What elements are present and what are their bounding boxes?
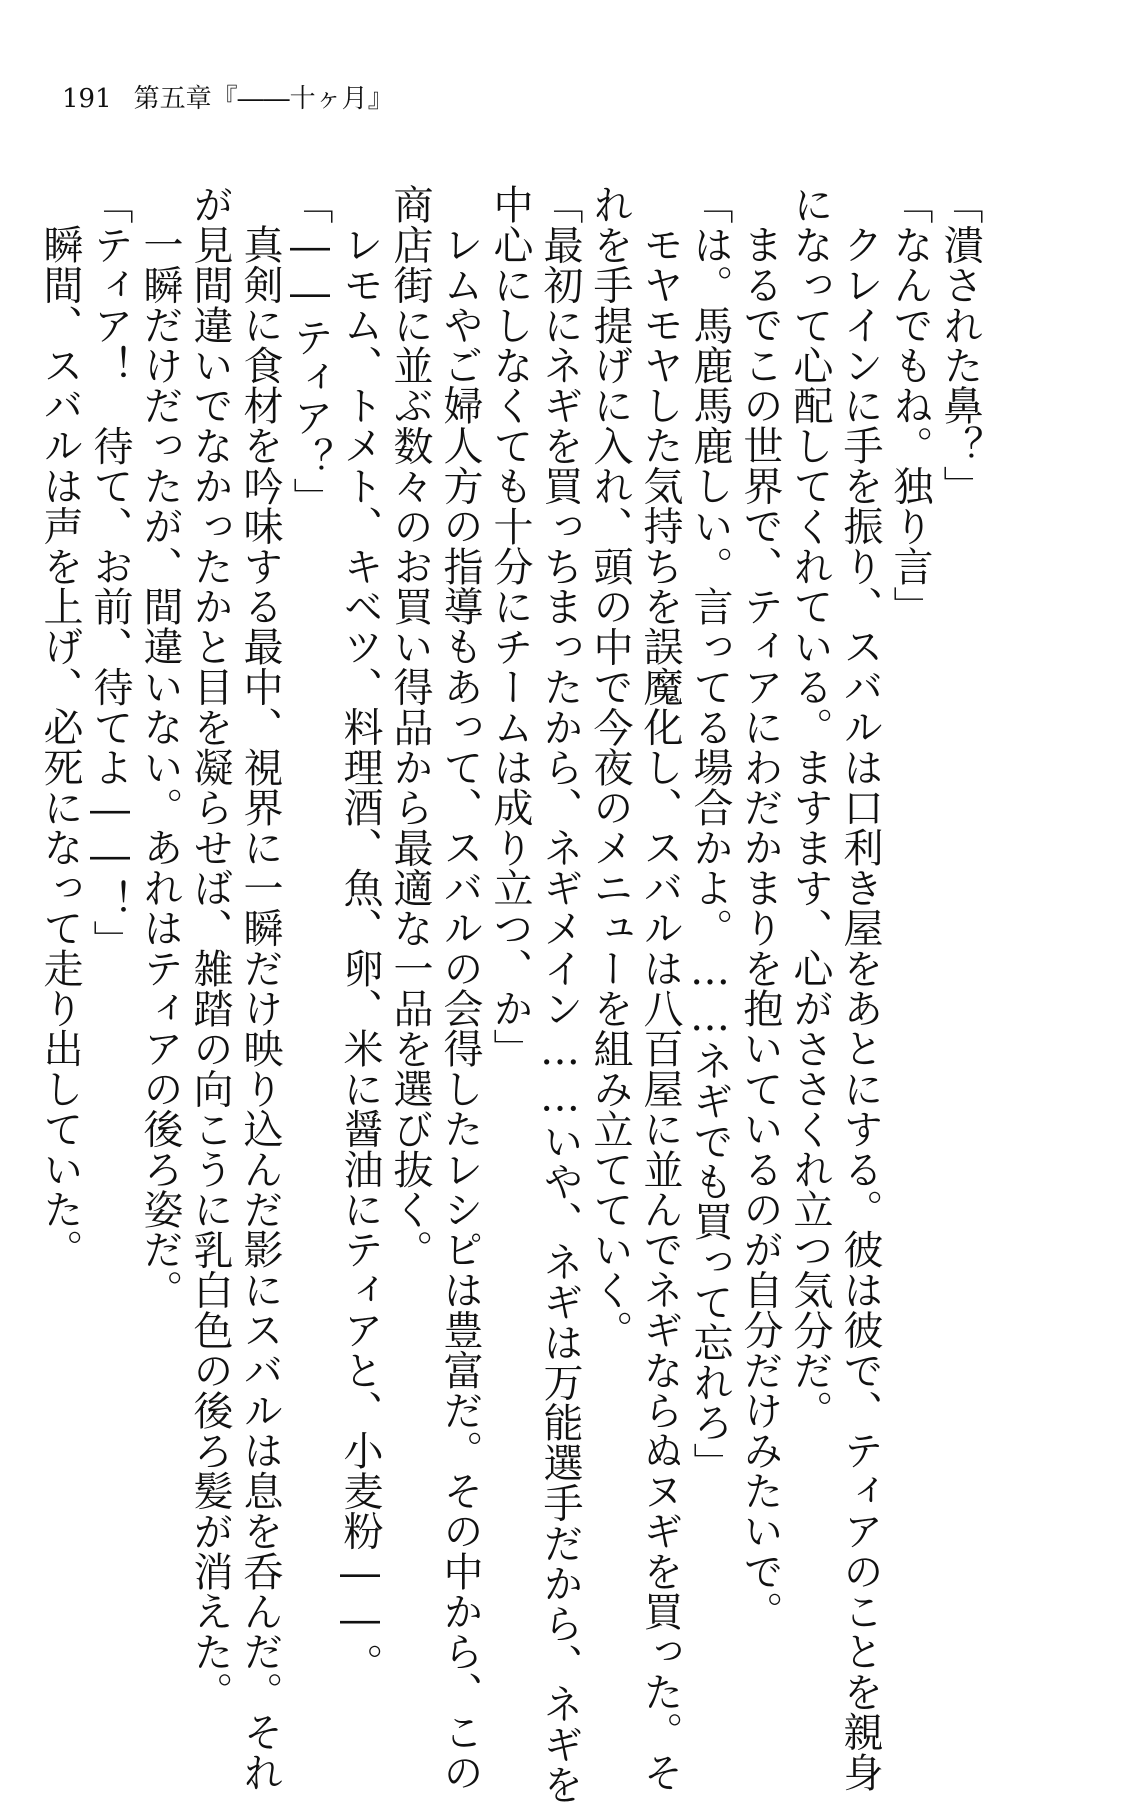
- text-line: モヤモヤした気持ちを誤魔化し、スバルは八百屋に並んでネギならぬヌギを買った。そ: [637, 224, 683, 1792]
- page-number: 191: [62, 84, 112, 114]
- chapter-title: 『――十ヶ月』: [211, 84, 394, 114]
- chapter-number: 第五章: [133, 84, 212, 114]
- text-line: 「潰された鼻？」: [937, 184, 983, 506]
- chapter-label: [134, 78, 394, 115]
- text-line: が見間違いでなかったかと目を凝らせば、雑踏の向こうに乳白色の後ろ髪が消えた。: [187, 184, 233, 1712]
- text-line: 中心にしなくても十分にチームは成り立つ、か」: [487, 184, 533, 1069]
- text-line: 「は。馬鹿馬鹿しい。言ってる場合かよ。……ネギでも買って忘れろ」: [687, 184, 733, 1483]
- body-text: [35, 184, 985, 1804]
- text-line: 瞬間、スバルは声を上げ、必死になって走り出していた。: [37, 224, 83, 1270]
- running-header: [62, 78, 394, 115]
- text-line: レムやご婦人方の指導もあって、スバルの会得したレシピは豊富だ。その中から、この: [437, 224, 483, 1792]
- text-line: になって心配してくれている。ますます、心がささくれ立つ気分だ。: [787, 184, 833, 1431]
- text-line: れを手提げに入れ、頭の中で今夜のメニューを組み立てていく。: [587, 184, 633, 1350]
- text-line: 「なんでもね。独り言」: [887, 184, 933, 627]
- text-line: レモム、トメト、キベツ、料理酒、魚、卵、米に醤油にティアと、小麦粉――。: [337, 224, 383, 1684]
- text-line: 商店街に並ぶ数々のお買い得品から最適な一品を選び抜く。: [387, 184, 433, 1270]
- text-line: 真剣に食材を吟味する最中、視界に一瞬だけ映り込んだ影にスバルは息を呑んだ。それ: [237, 224, 283, 1792]
- text-line: クレインに手を振り、スバルは口利き屋をあとにする。彼は彼で、ティアのことを親身: [837, 224, 883, 1792]
- text-line: まるでこの世界で、ティアにわだかまりを抱いているのが自分だけみたいで。: [737, 224, 783, 1631]
- text-line: 一瞬だけだったが、間違いない。あれはティアの後ろ姿だ。: [137, 224, 183, 1310]
- text-line: 「――ティア？」: [287, 184, 333, 518]
- text-line: 「最初にネギを買っちまったから、ネギメイン……いや、ネギは万能選手だから、ネギを: [537, 184, 583, 1804]
- text-line: 「ティア！ 待て、お前、待てよ――！」: [87, 184, 133, 960]
